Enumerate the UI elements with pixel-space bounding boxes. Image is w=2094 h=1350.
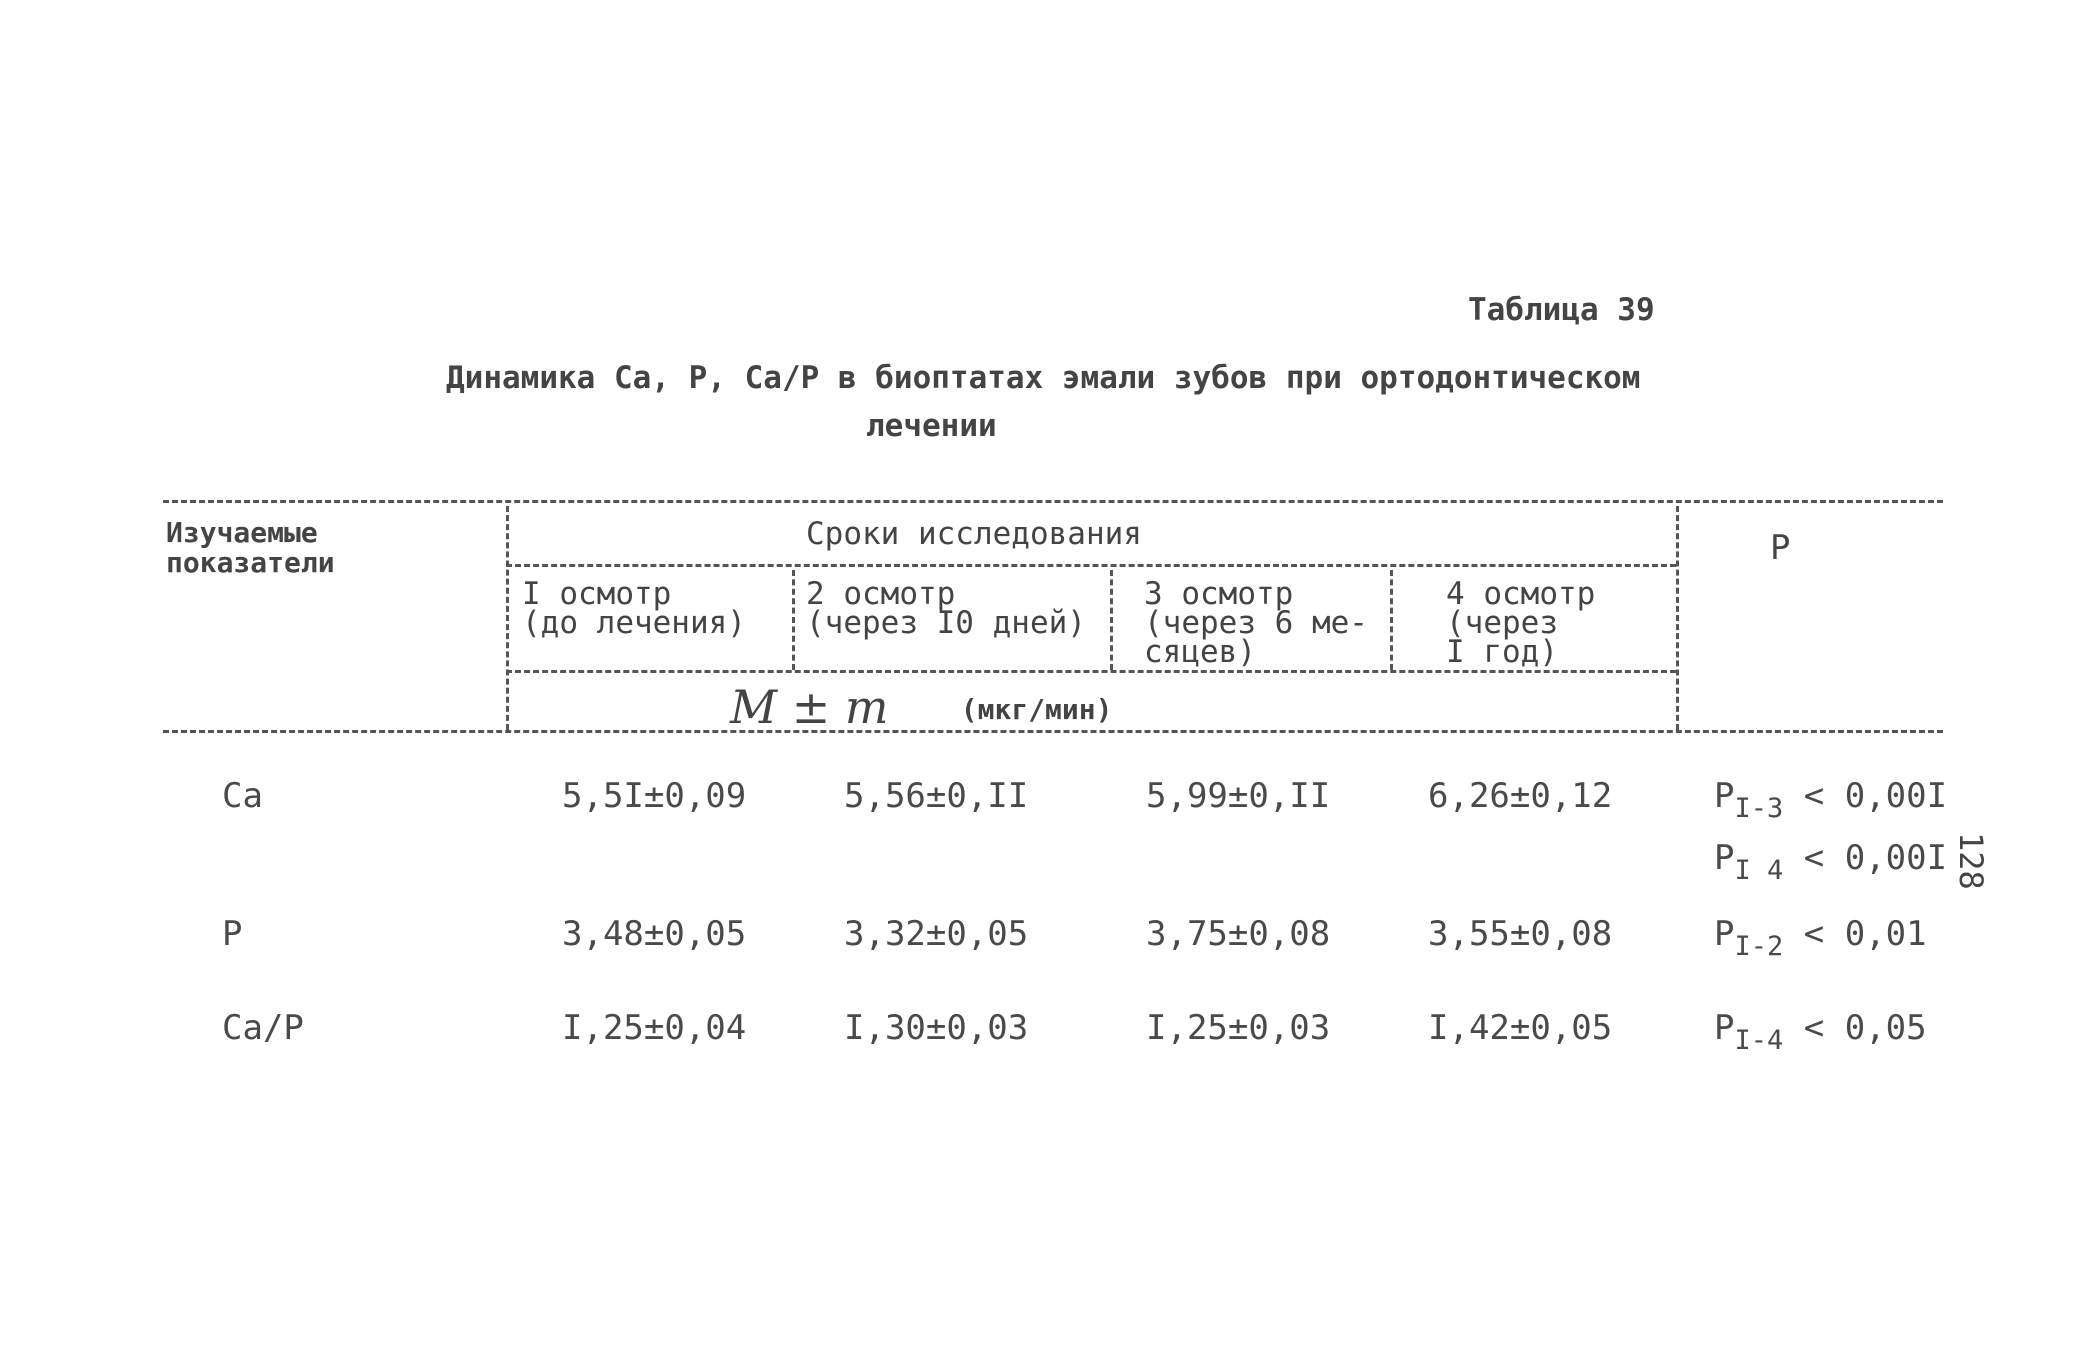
row-ca-p-2: [1714, 838, 1947, 886]
row-p-name: P: [222, 914, 243, 954]
row-cap-visit-2: I,30±0,03: [844, 1008, 1029, 1048]
header-divider-left: [506, 506, 509, 730]
header-visit-4: [1446, 576, 1596, 670]
table-title-line-2: лечении: [866, 408, 997, 444]
header-divider-visit-4: [1390, 570, 1393, 670]
row-cap-name: Ca/P: [222, 1008, 304, 1048]
row-ca-visit-4: 6,26±0,12: [1428, 776, 1613, 816]
row-cap-visit-3: I,25±0,03: [1146, 1008, 1331, 1048]
row-cap-visit-4: I,42±0,05: [1428, 1008, 1613, 1048]
header-visit-3-line-2: (через 6 ме-: [1144, 605, 1368, 641]
page-number: 128: [1952, 832, 1990, 890]
row-ca-visit-3: 5,99±0,II: [1146, 776, 1331, 816]
header-visits-rule: [506, 670, 1676, 673]
header-visit-4-line-2: (через: [1446, 605, 1558, 641]
table-label: Таблица 39: [1468, 292, 1655, 328]
row-ca-visit-2: 5,56±0,II: [844, 776, 1029, 816]
p-relation: < 0,00I: [1803, 776, 1948, 816]
header-visit-2: [806, 576, 1086, 641]
header-visit-2-line-2: (через I0 дней): [806, 605, 1086, 641]
header-top-rule: [163, 500, 1943, 503]
row-p-visit-3: 3,75±0,08: [1146, 914, 1331, 954]
p-relation: < 0,05: [1803, 1008, 1927, 1048]
p-relation: < 0,00I: [1803, 838, 1948, 878]
header-visit-4-line-1: 4 осмотр: [1446, 576, 1596, 612]
header-visit-1: [522, 576, 746, 641]
row-cap-p-1: [1714, 1008, 1927, 1056]
p-relation: < 0,01: [1803, 914, 1927, 954]
header-visit-1-line-1: I осмотр: [522, 576, 672, 612]
header-divider-visit-3: [1110, 570, 1113, 670]
row-ca-name: Ca: [222, 776, 263, 816]
header-terms-rule: [506, 564, 1676, 567]
unit-label: (мкг/мин): [960, 693, 1113, 726]
row-ca-p-1: [1714, 776, 1947, 824]
header-divider-visit-2: [792, 570, 795, 670]
header-parameters-line-1: Изучаемые: [166, 516, 318, 549]
header-p: P: [1770, 528, 1791, 568]
p-subscript: I-3: [1734, 793, 1784, 824]
p-subscript: I 4: [1734, 855, 1784, 886]
header-study-terms: Сроки исследования: [806, 516, 1142, 552]
row-p-visit-4: 3,55±0,08: [1428, 914, 1613, 954]
header-visit-2-line-1: 2 осмотр: [806, 576, 956, 612]
p-subscript: I-2: [1734, 931, 1784, 962]
row-ca-visit-1: 5,5I±0,09: [562, 776, 747, 816]
header-visit-4-line-3: I год): [1446, 634, 1558, 670]
p-subscript: I-4: [1734, 1025, 1784, 1056]
header-visit-3: [1144, 576, 1368, 670]
p-base: P: [1714, 838, 1735, 878]
p-base: P: [1714, 776, 1735, 816]
header-visit-3-line-1: 3 осмотр: [1144, 576, 1294, 612]
mean-error-symbol: M ± m: [730, 680, 889, 734]
row-p-visit-1: 3,48±0,05: [562, 914, 747, 954]
table-title-line-1: Динамика Ca, P, Ca/P в биоптатах эмали зубов при ортодонтическом: [446, 360, 1641, 396]
header-parameters: [166, 518, 335, 578]
header-divider-right: [1676, 506, 1679, 730]
header-visit-3-line-3: сяцев): [1144, 634, 1256, 670]
header-visit-1-line-2: (до лечения): [522, 605, 746, 641]
header-mean-unit: [730, 680, 1112, 734]
p-base: P: [1714, 1008, 1735, 1048]
row-p-p-1: [1714, 914, 1927, 962]
row-cap-visit-1: I,25±0,04: [562, 1008, 747, 1048]
p-base: P: [1714, 914, 1735, 954]
row-p-visit-2: 3,32±0,05: [844, 914, 1029, 954]
header-parameters-line-2: показатели: [166, 546, 335, 579]
